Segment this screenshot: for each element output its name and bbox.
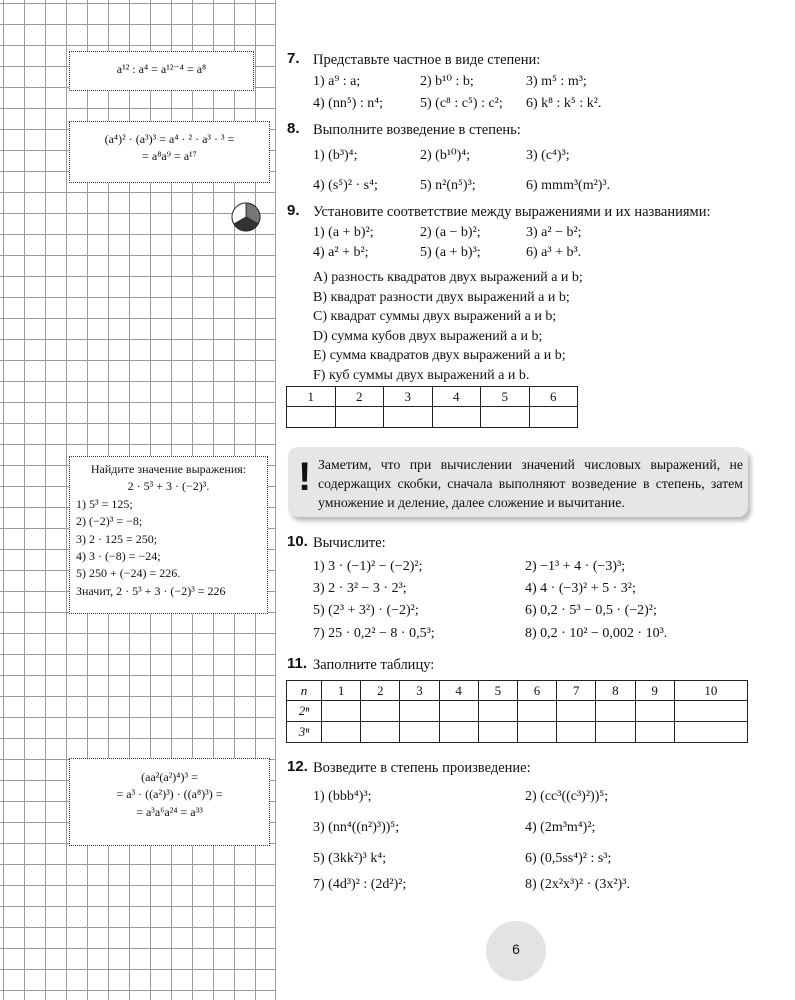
task8-item: 5) n²(n⁵)³;: [420, 178, 476, 193]
table-header-cell: 2: [361, 681, 400, 701]
task10-item: 8) 0,2 · 10² − 0,002 · 10³.: [525, 626, 668, 641]
task12-item: 2) (cc³((c³)²))⁵;: [525, 789, 609, 804]
example4-line2: = a³ · ((a²)³) · ((a⁸)³) =: [116, 787, 223, 802]
answer-cell[interactable]: [481, 407, 530, 428]
table-header-cell: 7: [557, 681, 596, 701]
table-header-cell: 3: [400, 681, 439, 701]
answer-cell[interactable]: [322, 701, 361, 722]
note-text: Заметим, что при вычислении значений числовых выражений, не содержащих скобки, сначала выполняют возведение в степень, затем умножение и деление, далее сложение и вычитание.: [318, 457, 743, 510]
table-header-cell: 5: [481, 387, 530, 407]
task12-item: 3) (nn⁴((n²)³))⁵;: [313, 820, 400, 835]
answer-cell[interactable]: [322, 722, 361, 743]
task9-option: F) куб суммы двух выражений a и b.: [313, 367, 530, 383]
table-header-cell: 2: [335, 387, 384, 407]
page-number: 6: [512, 941, 520, 957]
task12-item: 7) (4d³)² : (2d²)²;: [313, 877, 407, 892]
task9-item: 6) a³ + b³.: [526, 245, 582, 260]
task9-item: 1) (a + b)²;: [313, 225, 374, 240]
task7-item: 1) a⁹ : a;: [313, 74, 361, 89]
task10-item: 6) 0,2 · 5³ − 0,5 · (−2)²;: [525, 603, 657, 618]
task10-item: 2) −1³ + 4 · (−3)³;: [525, 559, 626, 574]
task10-item: 7) 25 · 0,2² − 8 · 0,5³;: [313, 626, 435, 641]
task7-item: 6) k⁸ : k⁵ : k².: [526, 96, 602, 111]
task9-option: E) сумма квадратов двух выражений a и b;: [313, 348, 566, 363]
answer-cell[interactable]: [596, 701, 635, 722]
task8-item: 4) (s⁵)² · s⁴;: [313, 178, 378, 193]
answer-cell[interactable]: [384, 407, 433, 428]
task9-text: Установите соответствие между выражениями и их названиями:: [313, 204, 711, 220]
table-header-cell: 9: [635, 681, 674, 701]
task7-items: [313, 71, 733, 115]
example-box-power: [69, 121, 270, 183]
difficulty-pie-icon: [231, 202, 261, 232]
task9-item: 5) (a + b)³;: [420, 245, 481, 260]
task12-number: 12.: [287, 758, 308, 775]
task9-item: 4) a² + b²;: [313, 245, 369, 260]
task9-item: 3) a² − b²;: [526, 225, 582, 240]
answer-cell[interactable]: [400, 722, 439, 743]
answer-cell[interactable]: [287, 407, 336, 428]
task7-item: 4) (nn⁵) : n⁴;: [313, 96, 384, 111]
page-number-badge: [486, 921, 546, 981]
task9-option: C) квадрат суммы двух выражений a и b;: [313, 309, 557, 324]
example3-conclusion: Значит, 2 · 5³ + 3 · (−2)³ = 226: [76, 583, 226, 598]
answer-cell[interactable]: [439, 701, 478, 722]
task7-item: 5) (c⁸ : c⁵) : c²;: [420, 96, 503, 111]
task7-number: 7.: [287, 50, 300, 67]
table-row-label: 2ⁿ: [287, 701, 322, 722]
example4-line1: (aa²(a²)⁴)³ =: [141, 770, 198, 784]
answer-cell[interactable]: [529, 407, 578, 428]
table-row-label: 3ⁿ: [287, 722, 322, 743]
answer-cell[interactable]: [400, 701, 439, 722]
task12-item: 1) (bbb⁴)³;: [313, 789, 372, 804]
task8-item: 3) (c⁴)³;: [526, 148, 570, 163]
example3-step: 2) (−2)³ = −8;: [76, 514, 143, 529]
task8-text: Выполните возведение в степень:: [313, 122, 521, 138]
answer-cell[interactable]: [335, 407, 384, 428]
task10-item: 5) (2³ + 3²) · (−2)²;: [313, 603, 419, 618]
answer-cell[interactable]: [361, 722, 400, 743]
task7-item: 2) b¹⁰ : b;: [420, 74, 474, 89]
task11-text: Заполните таблицу:: [313, 657, 435, 673]
task12-items: [313, 786, 753, 896]
example3-step: 5) 250 + (−24) = 226.: [76, 566, 181, 581]
table-header-cell: 6: [517, 681, 556, 701]
task9-items: [313, 222, 733, 266]
answer-cell[interactable]: [478, 722, 517, 743]
task10-item: 3) 2 · 3² − 3 · 2³;: [313, 581, 407, 596]
task7-text: Представьте частное в виде степени:: [313, 52, 541, 68]
task11-number: 11.: [287, 655, 308, 672]
task12-item: 4) (2m³m⁴)²;: [525, 820, 596, 835]
table-header-cell: 6: [529, 387, 578, 407]
task10-text: Вычислите:: [313, 535, 386, 551]
task9-number: 9.: [287, 202, 300, 219]
answer-cell[interactable]: [432, 407, 481, 428]
example3-step: 1) 5³ = 125;: [76, 496, 133, 511]
table-header-cell: 8: [596, 681, 635, 701]
task9-option: D) сумма кубов двух выражений a и b;: [313, 328, 543, 344]
task10-items: [313, 556, 753, 646]
example-box-division: [69, 51, 254, 91]
task12-text: Возведите в степень произведение:: [313, 760, 531, 776]
table-header-cell: 4: [432, 387, 481, 407]
table-header-cell: 3: [384, 387, 433, 407]
example3-title: Найдите значение выражения:: [90, 462, 247, 476]
task12-item: 8) (2x²x³)² · (3x²)³.: [525, 877, 630, 892]
table-header-cell: 1: [322, 681, 361, 701]
task8-item: 2) (b¹⁰)⁴;: [420, 148, 471, 163]
task8-number: 8.: [287, 120, 300, 137]
example1-text: a¹² : a⁴ = a¹²⁻⁴ = a⁸: [116, 62, 207, 76]
answer-cell[interactable]: [361, 701, 400, 722]
task9-item: 2) (a − b)²;: [420, 225, 481, 240]
answer-cell[interactable]: [596, 722, 635, 743]
answer-cell[interactable]: [439, 722, 478, 743]
answer-cell[interactable]: [557, 722, 596, 743]
task9-options: [313, 268, 733, 385]
example-box-product-power: [69, 758, 270, 846]
task11-table: [286, 680, 748, 743]
example-box-evaluate: [69, 456, 268, 614]
answer-cell[interactable]: [517, 722, 556, 743]
task10-item: 4) 4 · (−3)² + 5 · 3²;: [525, 581, 636, 596]
table-header-cell: 10: [674, 681, 747, 701]
answer-cell[interactable]: [557, 701, 596, 722]
example3-step: 3) 2 · 125 = 250;: [76, 531, 158, 546]
example3-step: 4) 3 · (−8) = −24;: [76, 548, 161, 563]
answer-cell[interactable]: [674, 701, 747, 722]
task9-option: A) разность квадратов двух выражений a и b;: [313, 270, 583, 285]
task8-items: [313, 145, 733, 201]
answer-cell[interactable]: [635, 722, 674, 743]
task10-number: 10.: [287, 533, 308, 550]
task9-answer-table: [286, 386, 578, 428]
answer-cell[interactable]: [674, 722, 747, 743]
exclamation-icon: !: [298, 455, 312, 499]
task8-item: 1) (b³)⁴;: [313, 148, 358, 163]
table-header-cell: 1: [287, 387, 336, 407]
example3-expr: 2 · 5³ + 3 · (−2)³.: [127, 479, 210, 494]
grid-edge: [275, 0, 276, 1000]
table-header-cell: 5: [478, 681, 517, 701]
answer-cell[interactable]: [635, 701, 674, 722]
example2-line1: (a⁴)² · (a³)³ = a⁴ · ² · a³ · ³ =: [104, 132, 235, 146]
task12-item: 5) (3kk²)³ k⁴;: [313, 851, 387, 866]
answer-cell[interactable]: [517, 701, 556, 722]
task9-option: B) квадрат разности двух выражений a и b;: [313, 289, 570, 305]
note-box: [288, 447, 748, 517]
table-header-cell: n: [287, 681, 322, 701]
task8-item: 6) mmm³(m²)³.: [526, 178, 611, 193]
answer-cell[interactable]: [478, 701, 517, 722]
task12-item: 6) (0,5ss⁴)² : s³;: [525, 851, 612, 866]
task10-item: 1) 3 · (−1)² − (−2)²;: [313, 559, 423, 574]
table-header-cell: 4: [439, 681, 478, 701]
task7-item: 3) m⁵ : m³;: [526, 74, 587, 89]
example4-line3: = a³a⁶a²⁴ = a³³: [136, 804, 203, 819]
example2-line2: = a⁸a⁹ = a¹⁷: [142, 149, 197, 164]
